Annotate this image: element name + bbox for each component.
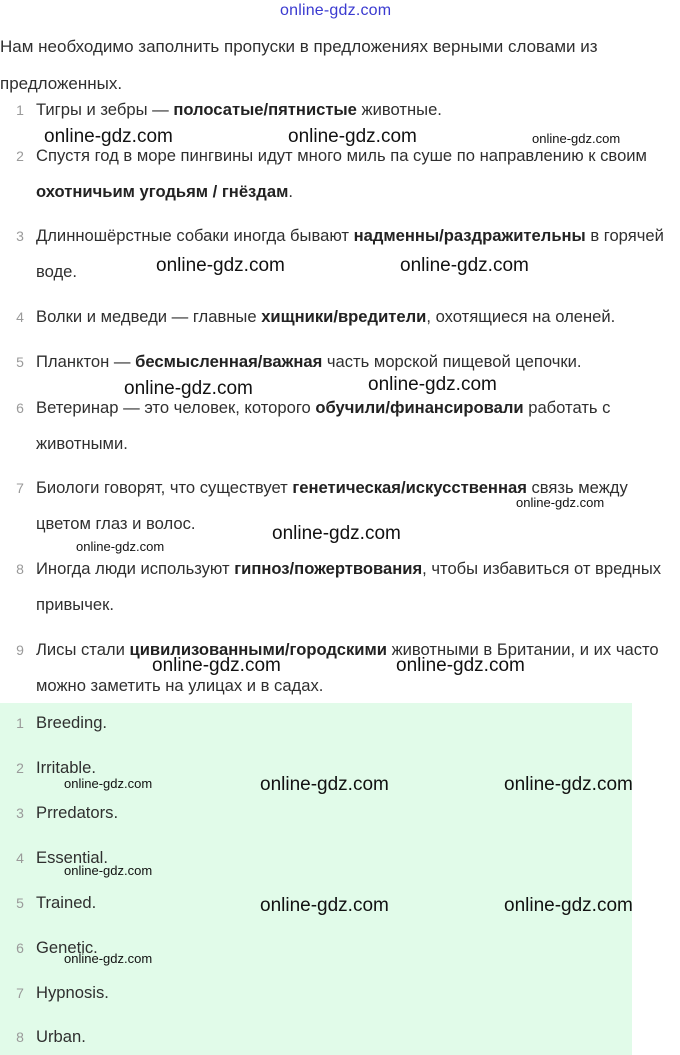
question-number: 6	[16, 400, 24, 416]
question-number: 2	[16, 148, 24, 164]
watermark: online-gdz.com	[260, 895, 389, 916]
watermark: online-gdz.com	[396, 655, 525, 676]
answer-options: обучили/финансировали	[315, 398, 524, 417]
answer-text: Trained.	[36, 893, 97, 912]
answer-number: 2	[16, 760, 24, 776]
question-number: 7	[16, 480, 24, 496]
question-number: 8	[16, 561, 24, 577]
answer-options: генетическая/искусственная	[292, 478, 527, 497]
question-number: 5	[16, 354, 24, 370]
answer-options: бесмысленная/важная	[135, 352, 323, 371]
question-number: 4	[16, 309, 24, 325]
answer-text: Genetic.	[36, 938, 98, 957]
watermark: online-gdz.com	[64, 863, 153, 878]
watermark: online-gdz.com	[504, 895, 633, 916]
question-text: Планктон — бесмысленная/важная часть морской пищевой цепочки.	[36, 352, 582, 371]
answer-options: полосатые/пятнистые	[173, 100, 357, 119]
answer-number: 8	[16, 1029, 24, 1045]
answer-text: Irritable.	[36, 758, 96, 777]
answer-text: Hypnosis.	[36, 983, 109, 1002]
task-intro: Нам необходимо заполнить пропуски в предложениях верными словами из предложенных.	[0, 37, 598, 93]
question-text: Волки и медведи — главные хищники/вредители, охотящиеся на оленей.	[36, 307, 616, 326]
watermark: online-gdz.com	[76, 539, 165, 554]
question-text: Иногда люди используют гипноз/пожертвования, чтобы избавиться от вредных привычек.	[36, 559, 662, 614]
answer-number: 3	[16, 805, 24, 821]
answer-text: Essential.	[36, 848, 108, 867]
answer-options: охотничьим угодьям / гнёздам	[36, 182, 289, 201]
site-watermark-top: online-gdz.com	[280, 2, 392, 19]
answer-text: Prredators.	[36, 803, 119, 822]
watermark: online-gdz.com	[532, 131, 621, 146]
watermark: online-gdz.com	[44, 126, 173, 147]
watermark: online-gdz.com	[124, 378, 253, 399]
question-text: Биологи говорят, что существует генетическая/искусственная связь между цветом глаз и волос.	[36, 478, 628, 533]
watermark: online-gdz.com	[64, 776, 153, 791]
watermark: online-gdz.com	[152, 655, 281, 676]
question-text: Тигры и зебры — полосатые/пятнистые животные.	[36, 100, 442, 119]
question-number: 1	[16, 102, 24, 118]
watermark: online-gdz.com	[516, 495, 605, 510]
answer-options: хищники/вредители	[261, 307, 427, 326]
answer-options: цивилизованными/городскими	[129, 640, 387, 659]
answers-panel	[0, 703, 632, 1055]
question-number: 9	[16, 642, 24, 658]
answer-number: 5	[16, 895, 24, 911]
answer-number: 1	[16, 715, 24, 731]
answer-text: Breeding.	[36, 713, 108, 732]
answer-number: 6	[16, 940, 24, 956]
watermark: online-gdz.com	[400, 255, 529, 276]
watermark: online-gdz.com	[156, 255, 285, 276]
question-number: 3	[16, 228, 24, 244]
answer-number: 7	[16, 985, 24, 1001]
watermark: online-gdz.com	[260, 774, 389, 795]
answer-number: 4	[16, 850, 24, 866]
watermark: online-gdz.com	[368, 374, 497, 395]
watermark: online-gdz.com	[272, 523, 401, 544]
watermark: online-gdz.com	[504, 774, 633, 795]
question-text: Лисы стали цивилизованными/городскими животными в Британии, и их часто можно заметить на улицах и в садах.	[36, 640, 659, 695]
answer-text: Urban.	[36, 1027, 86, 1046]
answer-options: надменны/раздражительны	[353, 226, 586, 245]
watermark: online-gdz.com	[288, 126, 417, 147]
watermark: online-gdz.com	[64, 951, 153, 966]
question-text: Ветеринар — это человек, которого обучили/финансировали работать с животными.	[36, 398, 611, 453]
question-text: Длинношёрстные собаки иногда бывают надменны/раздражительны в горячей воде.	[36, 226, 664, 281]
question-text: Спустя год в море пингвины идут много миль па суше по направлению к своим охотничьим угодьям / гнёздам.	[36, 146, 647, 201]
answer-options: гипноз/пожертвования	[234, 559, 423, 578]
